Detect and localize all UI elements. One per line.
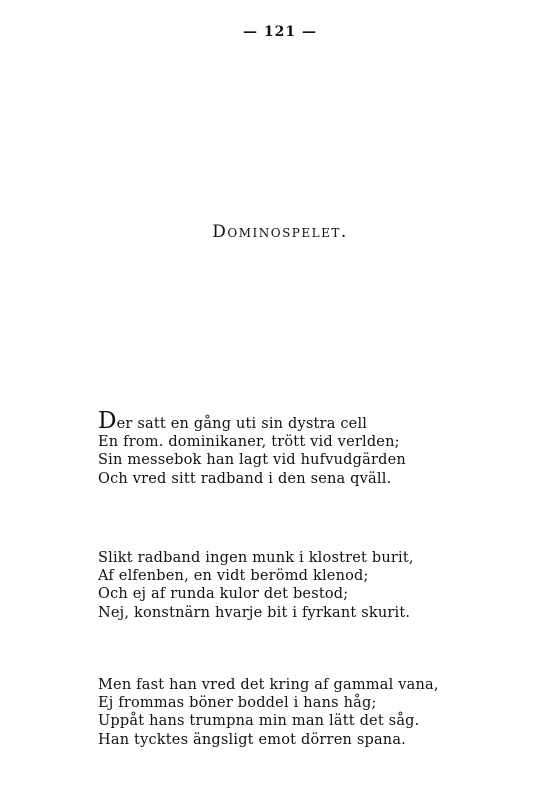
poem-title: Dominospelet. xyxy=(212,222,348,242)
verse-line: Der satt en gång uti sin dystra cell xyxy=(98,408,368,434)
verse-line: Uppåt hans trumpna min man lätt det såg. xyxy=(98,713,420,730)
verse-line: Sin messebok han lagt vid hufvudgärden xyxy=(98,452,406,469)
stanza-2 xyxy=(98,549,518,622)
verse-line: En from. dominikaner, trött vid verlden; xyxy=(98,434,400,451)
verse-line: Och ej af runda kulor det bestod; xyxy=(98,586,349,603)
verse-line: Han tycktes ängsligt emot dörren spana. xyxy=(98,731,406,748)
stanza-1 xyxy=(98,408,518,488)
verse-line: Och vred sitt radband i den sena qväll. xyxy=(98,470,392,487)
verse-line: Slikt radband ingen munk i klostret burit, xyxy=(98,550,414,566)
verse-line: Nej, konstnärn hvarje bit i fyrkant skurit. xyxy=(98,604,411,621)
stanza-3 xyxy=(98,676,518,749)
verse-line: Ej frommas böner boddel i hans håg; xyxy=(98,695,377,712)
verse-line: Af elfenben, en vidt berömd klenod; xyxy=(98,568,369,585)
page-number: — 121 — xyxy=(243,24,317,40)
verse-line: Men fast han vred det kring af gammal vana, xyxy=(98,677,439,693)
